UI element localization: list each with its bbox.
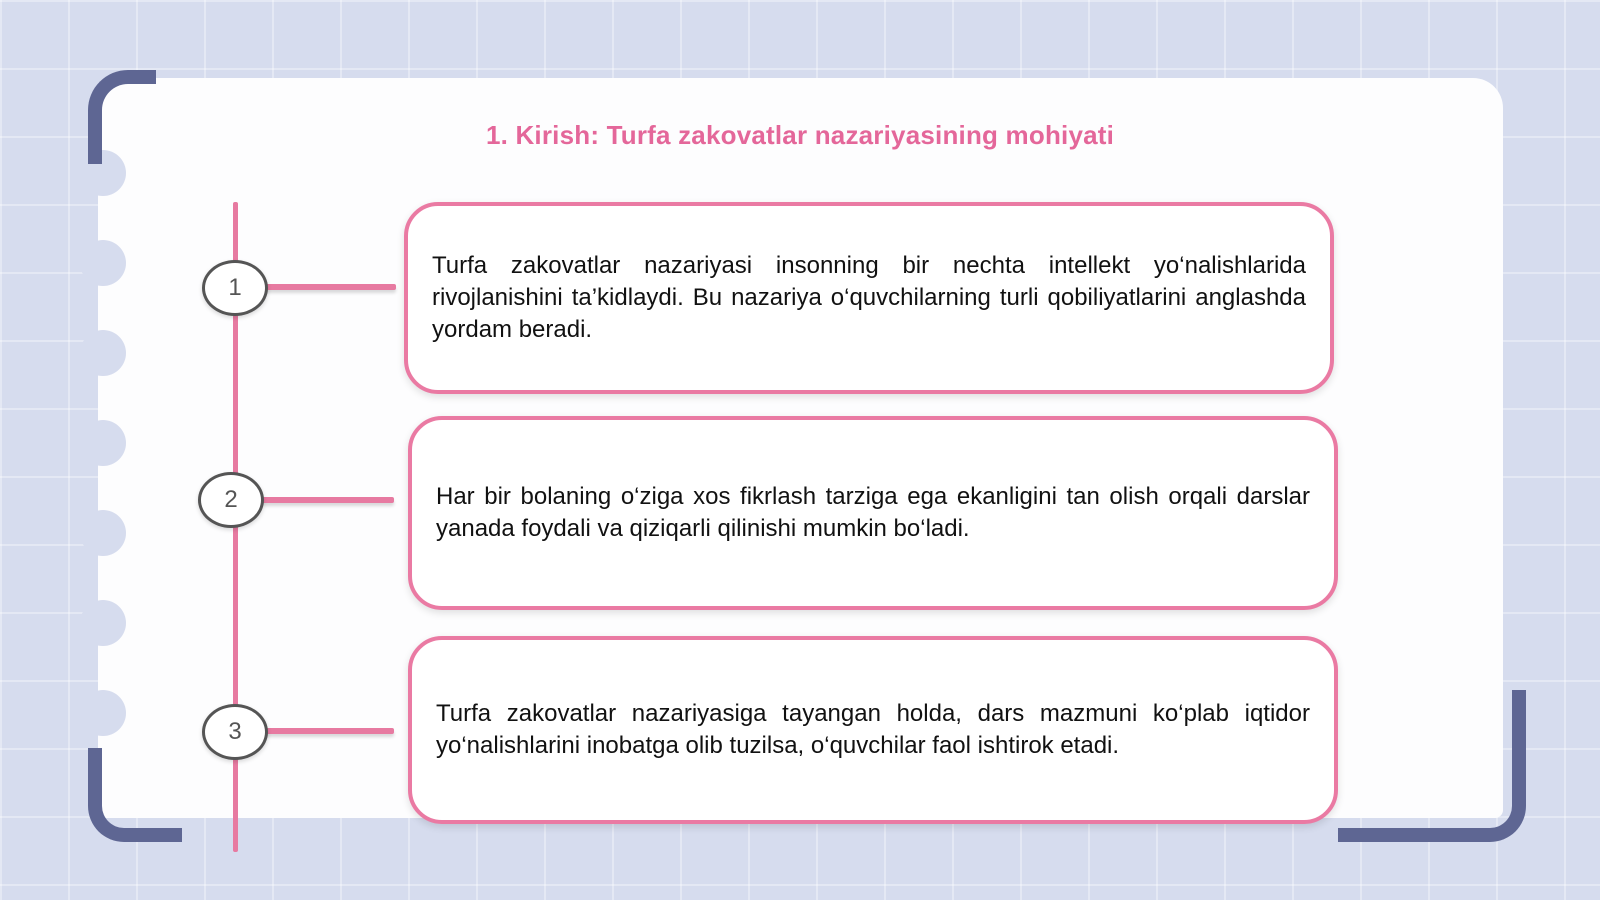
timeline-card-1 bbox=[404, 202, 1334, 394]
timeline-node-3: 3 bbox=[202, 704, 268, 760]
paper-notch bbox=[80, 240, 126, 286]
corner-frame-bottom-right bbox=[1338, 690, 1526, 842]
paper-notch bbox=[80, 420, 126, 466]
timeline-card-2 bbox=[408, 416, 1338, 610]
paper-notch bbox=[80, 510, 126, 556]
timeline-card-text: Turfa zakovatlar nazariyasi insonning bir nechta intellekt yo‘nalishlarida rivojlanishini ta’kidlaydi. Bu nazariya o‘quvchilarning turli qobiliyatlarini anglashda yordam beradi. bbox=[432, 252, 1306, 343]
paper-notch bbox=[80, 690, 126, 736]
timeline-connector bbox=[264, 728, 394, 734]
timeline-connector bbox=[264, 284, 396, 290]
paper-notch bbox=[80, 330, 126, 376]
timeline-node-2: 2 bbox=[198, 472, 264, 528]
timeline-card-3 bbox=[408, 636, 1338, 824]
timeline-node-1: 1 bbox=[202, 260, 268, 316]
corner-frame-top-left bbox=[88, 70, 156, 164]
timeline-card-text: Har bir bolaning o‘ziga xos fikrlash tarziga ega ekanligini tan olish orqali darslar yanada foydali va qiziqarli qilinishi mumkin bo‘ladi. bbox=[436, 483, 1310, 542]
timeline-card-text: Turfa zakovatlar nazariyasiga tayangan holda, dars mazmuni ko‘plab iqtidor yo‘nalishlarini inobatga olib tuzilsa, o‘quvchilar faol ishtirok etadi. bbox=[436, 700, 1310, 759]
corner-frame-bottom-left bbox=[88, 748, 182, 842]
slide-title: 1. Kirish: Turfa zakovatlar nazariyasining mohiyati bbox=[485, 120, 1115, 150]
paper-notch bbox=[80, 600, 126, 646]
timeline-connector bbox=[262, 497, 394, 503]
